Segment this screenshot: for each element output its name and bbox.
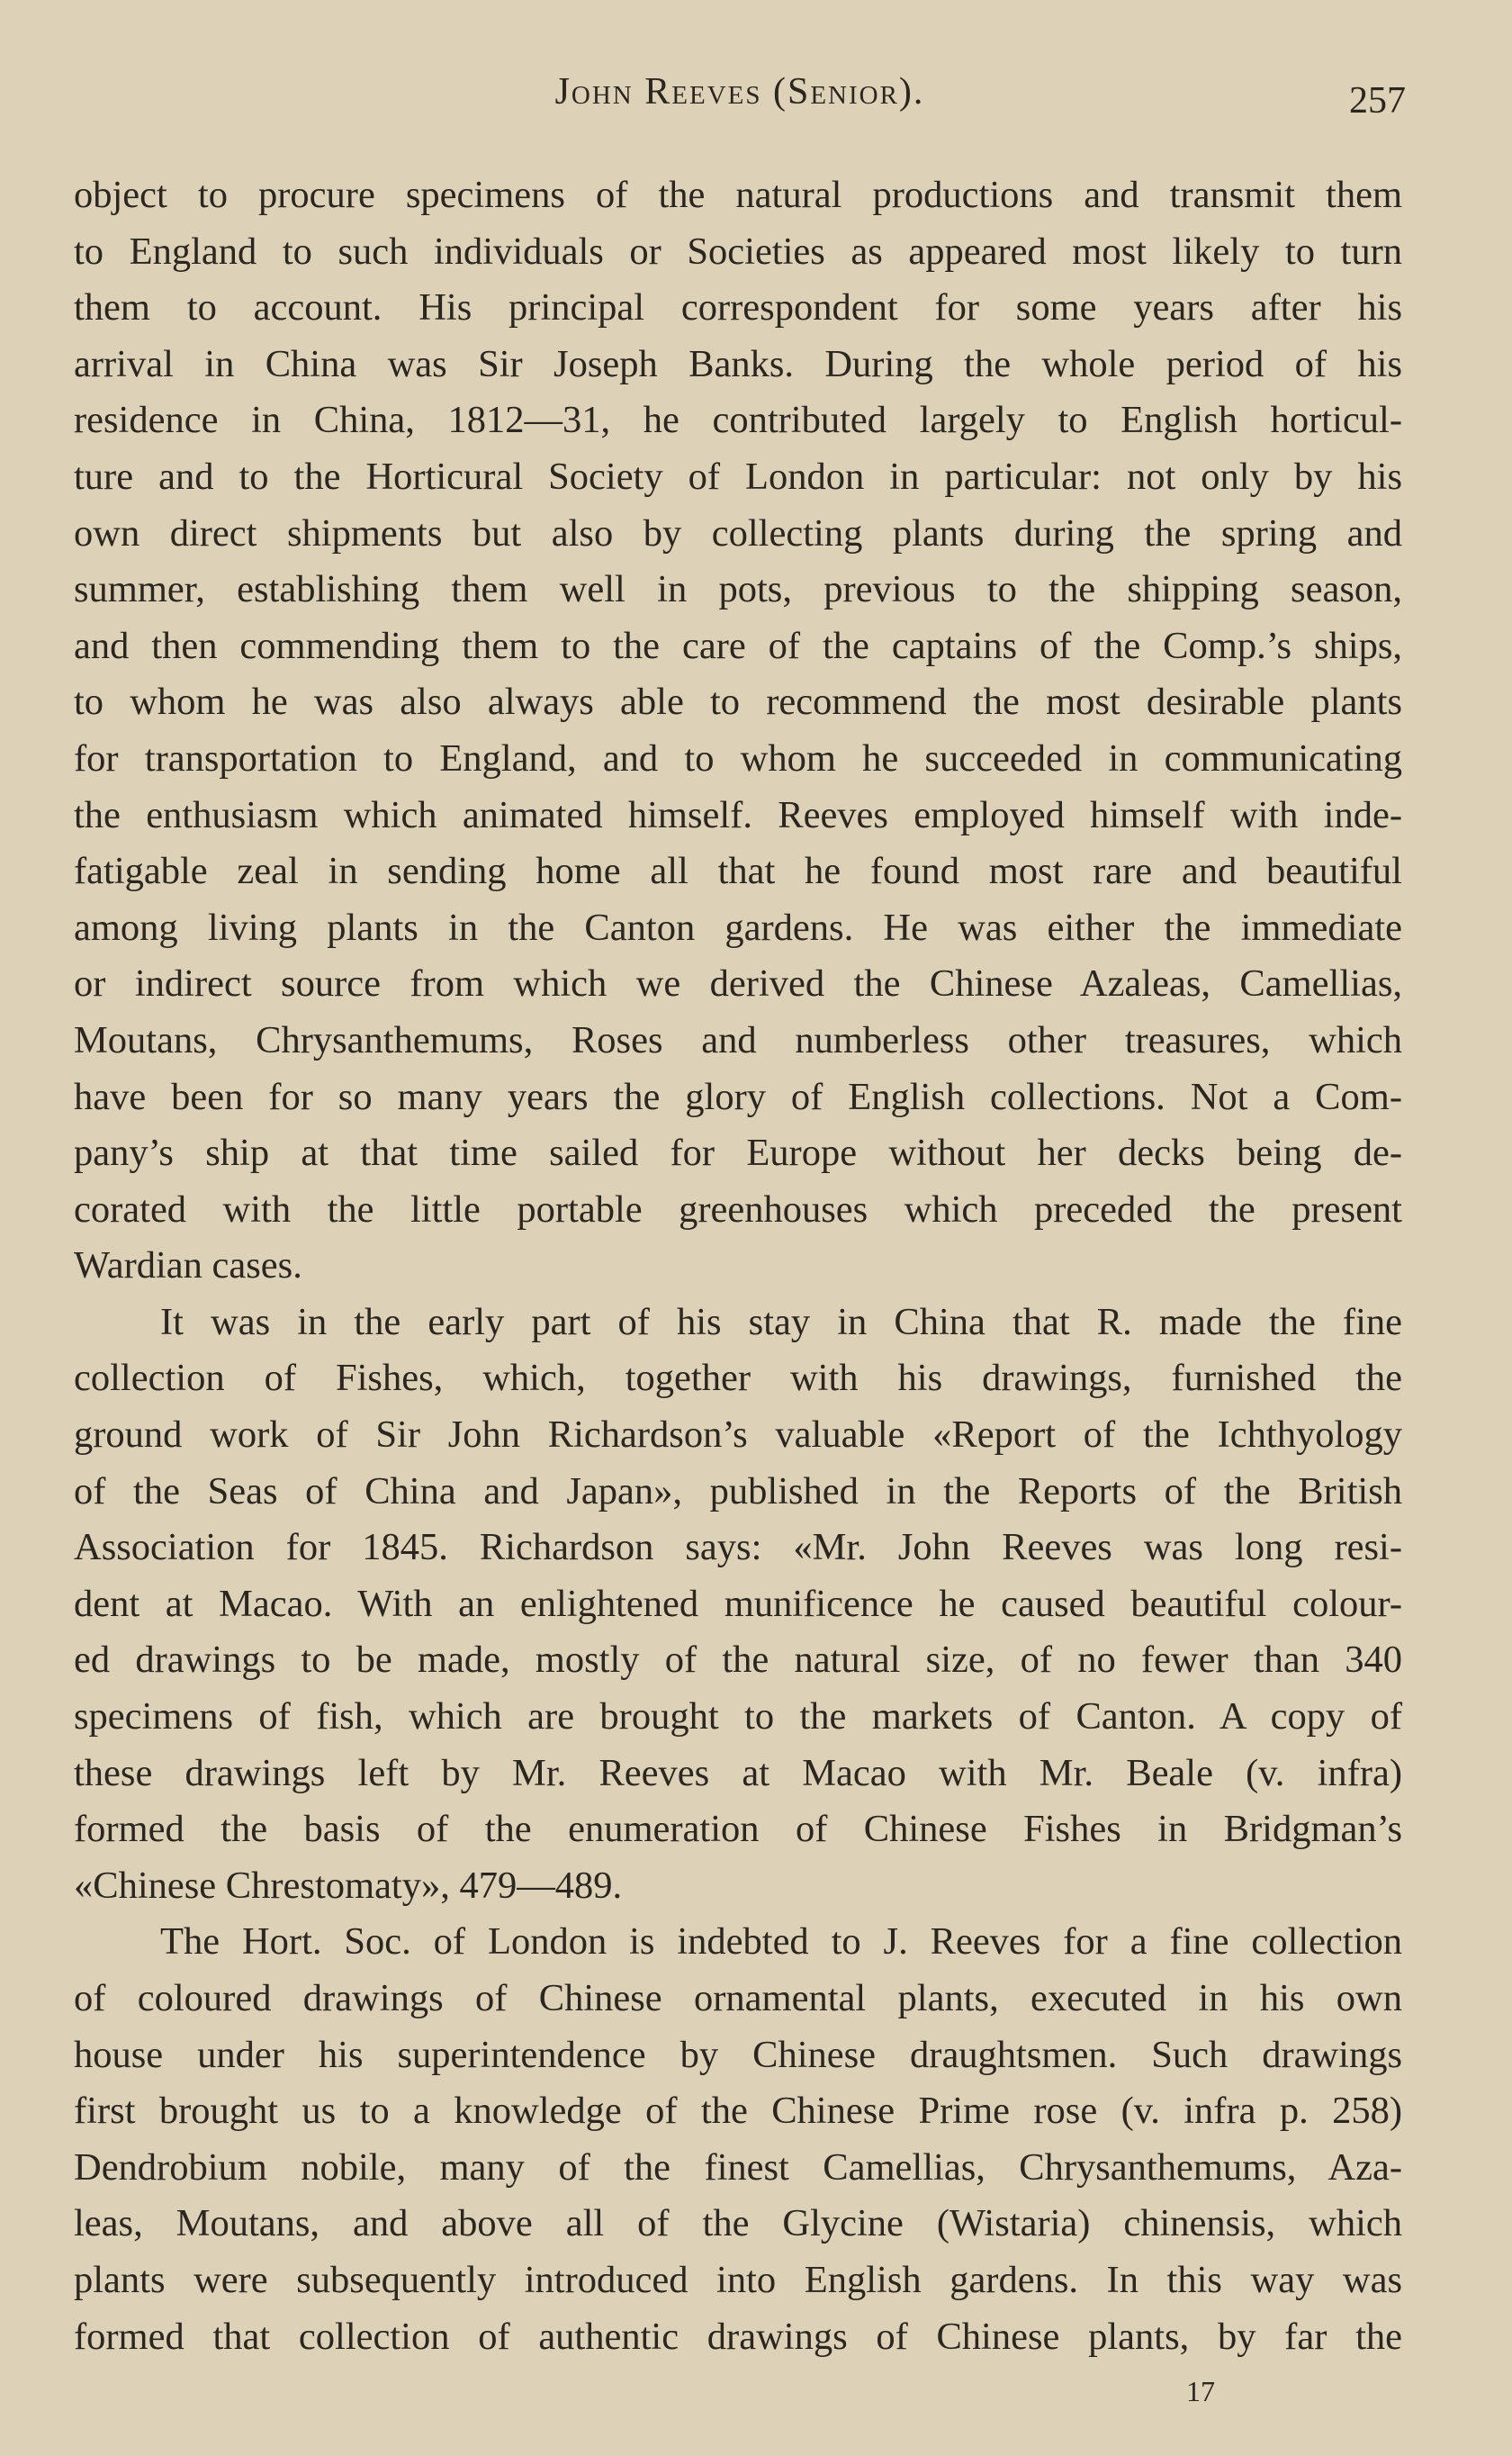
text-line: to England to such individuals or Societies as appeared most likely to turn: [74, 230, 1402, 273]
text-line: formed that collection of authentic drawings of Chinese plants, by far the: [74, 2315, 1402, 2358]
text-line: these drawings left by Mr. Reeves at Macao with Mr. Beale (v. infra): [74, 1751, 1402, 1794]
page-header: [74, 70, 1406, 133]
text-line: to whom he was also always able to recommend the most desirable plants: [74, 681, 1402, 724]
text-line: fatigable zeal in sending home all that he found most rare and beautiful: [74, 850, 1402, 893]
text-line: The Hort. Soc. of London is indebted to J. Reeves for a fine collection: [160, 1920, 1402, 1964]
page-number: 257: [1349, 80, 1406, 122]
text-line: ed drawings to be made, mostly of the natural size, of no fewer than 340: [74, 1639, 1402, 1682]
signature-mark: 17: [1186, 2375, 1215, 2407]
text-line: own direct shipments but also by collecting plants during the spring and: [74, 511, 1402, 555]
text-line: Wardian cases.: [74, 1244, 302, 1287]
text-line: the enthusiasm which animated himself. Reeves employed himself with inde-: [74, 793, 1402, 836]
text-line: corated with the little portable greenhouses which preceded the present: [74, 1187, 1402, 1231]
text-line: dent at Macao. With an enlightened munificence he caused beautiful colour-: [74, 1582, 1402, 1625]
text-line: them to account. His principal correspondent for some years after his: [74, 286, 1402, 330]
text-line: Dendrobium nobile, many of the finest Camellias, Chrysanthemums, Aza-: [74, 2145, 1402, 2189]
text-line: ground work of Sir John Richardson’s valuable «Report of the Ichthyology: [74, 1413, 1402, 1457]
text-line: It was in the early part of his stay in China that R. made the fine: [160, 1300, 1402, 1343]
text-line: of coloured drawings of Chinese ornamental plants, executed in his own: [74, 1977, 1402, 2019]
text-line: house under his superintendence by Chinese draughtsmen. Such drawings: [74, 2033, 1402, 2076]
text-line: ture and to the Horticural Society of London in particular: not only by his: [74, 455, 1402, 498]
text-line: or indirect source from which we derived the Chinese Azaleas, Camellias,: [74, 962, 1402, 1006]
text-line: among living plants in the Canton gardens. He was either the immediate: [74, 906, 1402, 949]
text-line: collection of Fishes, which, together with his drawings, furnished the: [74, 1357, 1402, 1400]
text-line: «Chinese Chrestomaty», 479—489.: [74, 1864, 623, 1907]
text-line: leas, Moutans, and above all of the Glycine (Wistaria) chinensis, which: [74, 2202, 1402, 2245]
text-line: summer, establishing them well in pots, previous to the shipping season,: [74, 568, 1402, 611]
text-line: specimens of fish, which are brought to the markets of Canton. A copy of: [74, 1695, 1402, 1738]
text-line: have been for so many years the glory of English collections. Not a Com-: [74, 1075, 1402, 1118]
text-line: arrival in China was Sir Joseph Banks. During the whole period of his: [74, 342, 1402, 385]
text-line: for transportation to England, and to whom he succeeded in communicating: [74, 736, 1402, 780]
text-line: Moutans, Chrysanthemums, Roses and numberless other treasures, which: [74, 1018, 1402, 1061]
text-line: plants were subsequently introduced into English gardens. In this way was: [74, 2258, 1402, 2301]
text-line: of the Seas of China and Japan», published in the Reports of the British: [74, 1469, 1402, 1512]
text-line: object to procure specimens of the natural productions and transmit them: [74, 174, 1402, 216]
body-text: [74, 167, 1402, 2365]
text-line: and then commending them to the care of the captains of the Comp.’s ships,: [74, 624, 1402, 667]
running-head: John Reeves (Senior).: [554, 71, 925, 113]
text-line: residence in China, 1812—31, he contributed largely to English horticul-: [74, 399, 1402, 442]
text-line: first brought us to a knowledge of the Chinese Prime rose (v. infra p. 258): [74, 2090, 1402, 2133]
text-line: formed the basis of the enumeration of Chinese Fishes in Bridgman’s: [74, 1808, 1402, 1851]
text-line: pany’s ship at that time sailed for Europe without her decks being de-: [74, 1132, 1402, 1175]
text-line: Association for 1845. Richardson says: «Mr. John Reeves was long resi-: [74, 1526, 1402, 1569]
